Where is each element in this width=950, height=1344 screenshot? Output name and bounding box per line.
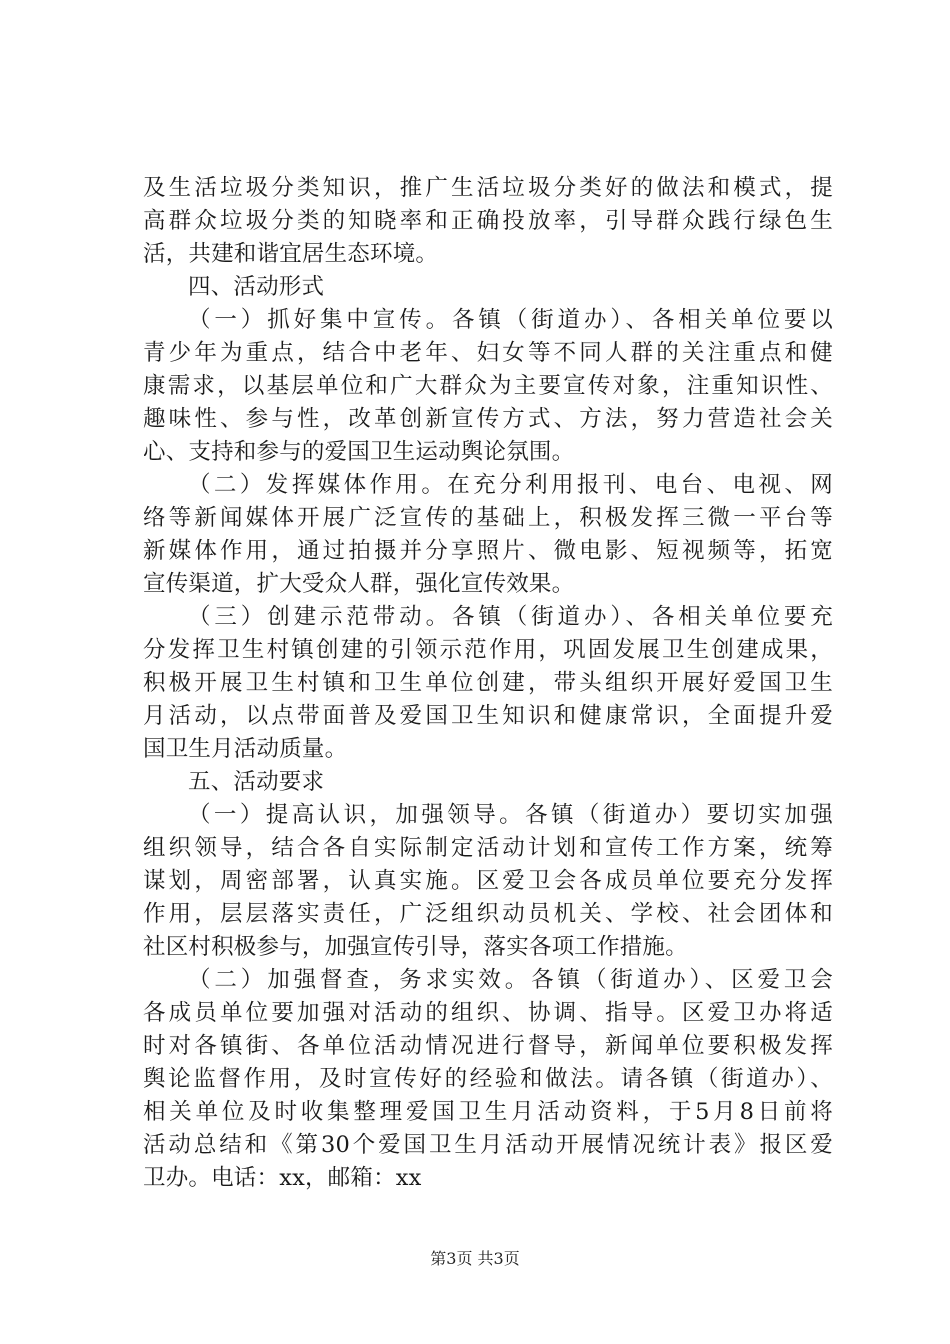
body-line: 月活动，以点带面普及爱国卫生知识和健康常识，全面提升爱 bbox=[143, 703, 833, 729]
body-line: 趣味性、参与性，改革创新宣传方式、方法，努力营造社会关 bbox=[143, 406, 833, 432]
body-line: 各成员单位要加强对活动的组织、协调、指导。区爱卫办将适 bbox=[143, 1000, 833, 1026]
body-line: 国卫生月活动质量。 bbox=[143, 736, 348, 762]
body-line: 宣传渠道，扩大受众人群，强化宣传效果。 bbox=[143, 571, 575, 597]
body-line: 活动总结和《第30个爱国卫生月活动开展情况统计表》报区爱 bbox=[143, 1132, 833, 1158]
body-line: 社区村积极参与，加强宣传引导，落实各项工作措施。 bbox=[143, 934, 688, 960]
body-line: 舆论监督作用，及时宣传好的经验和做法。请各镇（街道办）、 bbox=[143, 1066, 833, 1092]
body-line: （一）提高认识，加强领导。各镇（街道办）要切实加强 bbox=[188, 802, 833, 828]
body-line: 组织领导，结合各自实际制定活动计划和宣传工作方案，统筹 bbox=[143, 835, 833, 861]
body-line: 积极开展卫生村镇和卫生单位创建，带头组织开展好爱国卫生 bbox=[143, 670, 833, 696]
body-line: 作用，层层落实责任，广泛组织动员机关、学校、社会团体和 bbox=[143, 901, 833, 927]
body-line: 高群众垃圾分类的知晓率和正确投放率，引导群众践行绿色生 bbox=[143, 208, 833, 234]
body-line: 青少年为重点，结合中老年、妇女等不同人群的关注重点和健 bbox=[143, 340, 833, 366]
body-line: 心、支持和参与的爱国卫生运动舆论氛围。 bbox=[143, 439, 575, 465]
body-line: 时对各镇街、各单位活动情况进行督导，新闻单位要积极发挥 bbox=[143, 1033, 833, 1059]
body-line: （一）抓好集中宣传。各镇（街道办）、各相关单位要以 bbox=[188, 307, 833, 333]
body-line: （三）创建示范带动。各镇（街道办）、各相关单位要充 bbox=[188, 604, 833, 630]
body-line: 谋划，周密部署，认真实施。区爱卫会各成员单位要充分发挥 bbox=[143, 868, 833, 894]
body-line: 新媒体作用，通过拍摄并分享照片、微电影、短视频等，拓宽 bbox=[143, 538, 833, 564]
section-heading-activity-form: 四、活动形式 bbox=[188, 274, 325, 300]
page-number-footer: 第3页 共3页 bbox=[430, 1249, 520, 1268]
body-line: 络等新闻媒体开展广泛宣传的基础上，积极发挥三微一平台等 bbox=[143, 505, 833, 531]
body-line: 活，共建和谐宜居生态环境。 bbox=[143, 241, 439, 267]
body-line: 相关单位及时收集整理爱国卫生月活动资料，于5月8日前将 bbox=[143, 1099, 833, 1125]
body-line: 康需求，以基层单位和广大群众为主要宣传对象，注重知识性、 bbox=[143, 373, 833, 399]
body-line: 分发挥卫生村镇创建的引领示范作用，巩固发展卫生创建成果， bbox=[143, 637, 833, 663]
body-line: 及生活垃圾分类知识，推广生活垃圾分类好的做法和模式，提 bbox=[143, 175, 833, 201]
document-body bbox=[143, 172, 833, 1195]
body-line: （二）发挥媒体作用。在充分利用报刊、电台、电视、网 bbox=[188, 472, 833, 498]
section-heading-activity-requirements: 五、活动要求 bbox=[188, 769, 325, 795]
body-line: 卫办。电话：xx，邮箱：xx bbox=[143, 1165, 422, 1191]
body-line: （二）加强督查，务求实效。各镇（街道办）、区爱卫会 bbox=[188, 967, 833, 993]
